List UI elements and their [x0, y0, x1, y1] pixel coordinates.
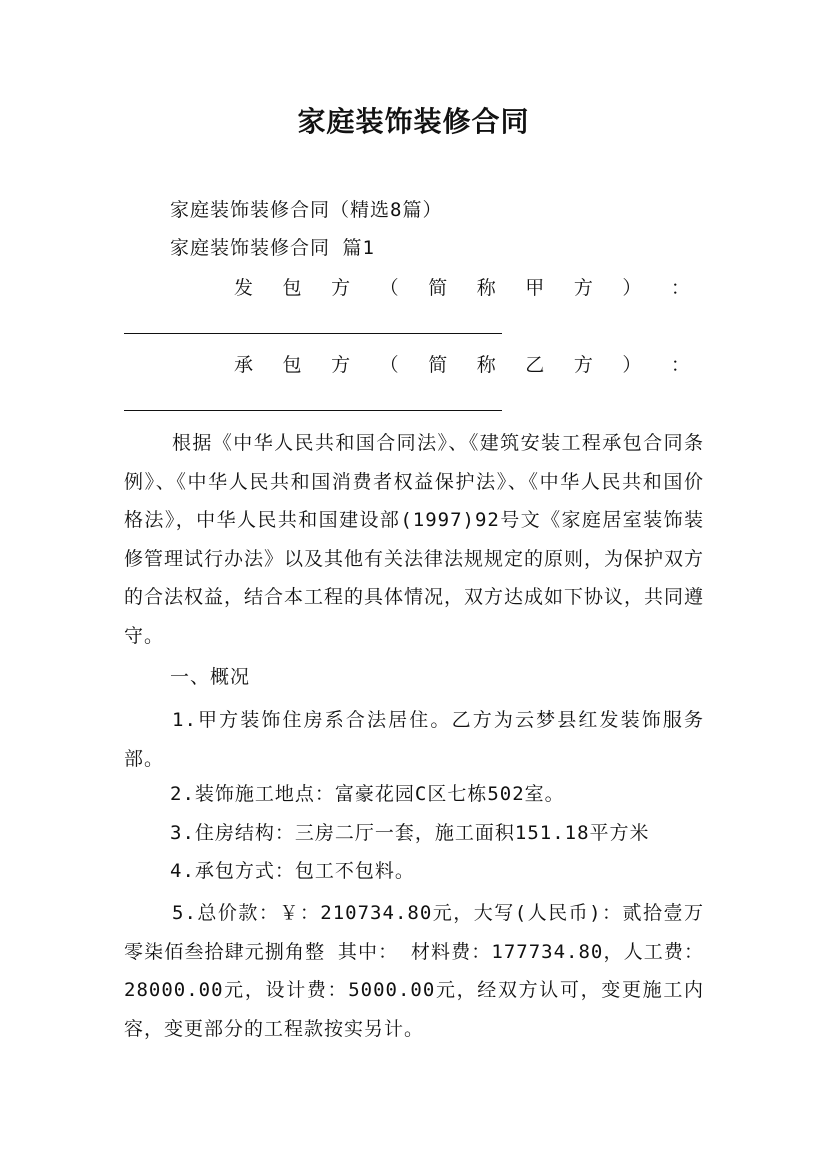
- clause-item-5: 5.总价款：￥：210734.80元，大写(人民币)：贰拾壹万零柒佰叁拾肆元捌角整 其中： 材料费：177734.80，人工费：28000.00元，设计费：5000.00元，经双方认可，变更施工内容，变更部分的工程款按实另计。: [124, 902, 704, 1040]
- party-a-char: 包: [282, 277, 302, 299]
- section-heading: 家庭装饰装修合同 篇1: [170, 237, 375, 259]
- party-b-char: （: [379, 354, 399, 376]
- party-b-char: 方: [573, 354, 593, 376]
- party-b-char: 方: [331, 354, 351, 376]
- document-title: 家庭装饰装修合同: [297, 105, 530, 138]
- party-b-char: ：: [670, 354, 690, 376]
- party-a-blank-line: [124, 333, 502, 334]
- clause-item-3: 3.住房结构：三房二厅一套，施工面积151.18平方米: [170, 822, 650, 844]
- party-a-char: 简: [428, 277, 448, 299]
- chapter-heading: 一、概况: [170, 666, 251, 688]
- party-a-char: ：: [670, 277, 690, 299]
- party-b-char: 乙: [525, 354, 545, 376]
- party-a-char: 甲: [525, 277, 545, 299]
- party-b-char: 简: [428, 354, 448, 376]
- party-b-char: 称: [476, 354, 496, 376]
- document-subtitle: 家庭装饰装修合同（精选8篇）: [170, 199, 443, 221]
- party-b-label: [234, 350, 690, 380]
- party-a-char: ）: [622, 277, 642, 299]
- clause-item-2: 2.装饰施工地点：富豪花园C区七栋502室。: [170, 783, 565, 805]
- party-b-blank-line: [124, 410, 502, 411]
- party-a-char: 发: [234, 277, 254, 299]
- party-a-char: 方: [573, 277, 593, 299]
- clause-item-1: 1.甲方装饰住房系合法居住。乙方为云梦县红发装饰服务部。: [124, 709, 704, 770]
- party-b-char: ）: [622, 354, 642, 376]
- preamble-paragraph: 根据《中华人民共和国合同法》、《建筑安装工程承包合同条例》、《中华人民共和国消费者权益保护法》、《中华人民共和国价格法》，中华人民共和国建设部(1997)92号文《家庭居室装饰装修管理试行办法》以及其他有关法律法规规定的原则，为保护双方的合法权益，结合本工程的具体情况，双方达成如下协议，共同遵守。: [124, 432, 705, 647]
- party-a-char: 称: [476, 277, 496, 299]
- party-b-char: 包: [282, 354, 302, 376]
- clause-item-4: 4.承包方式：包工不包料。: [170, 860, 415, 882]
- party-a-char: （: [379, 277, 399, 299]
- party-a-label: [234, 273, 690, 303]
- party-b-char: 承: [234, 354, 254, 376]
- party-a-char: 方: [331, 277, 351, 299]
